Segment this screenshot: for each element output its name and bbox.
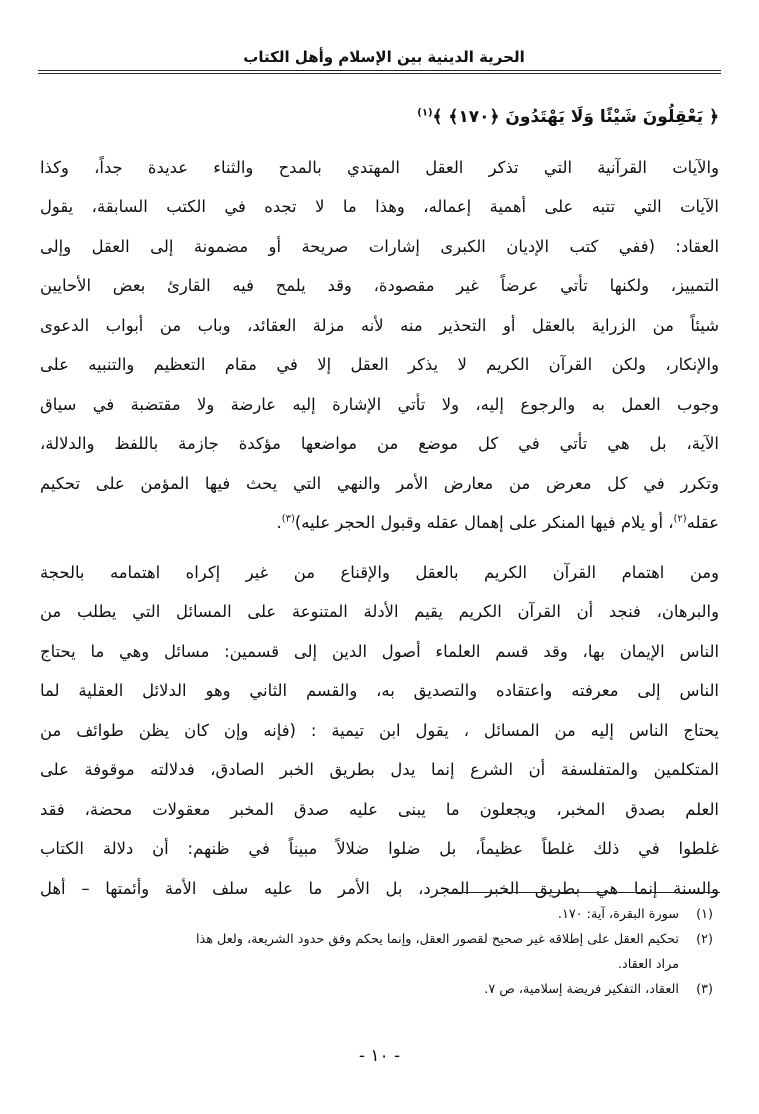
footnote-item [46, 977, 713, 1002]
paragraph-line: وتكرر في كل معرض من معارض الأمر والنهي التي يحث فيها المؤمن على تحكيم [40, 473, 719, 493]
footnotes [46, 902, 713, 1002]
paragraph-line: الآية، بل هي تأتي في كل موضع من مواضعها مؤكدة جازمة باللفظ والدلالة، [40, 434, 719, 453]
footnote-continuation: مراد العقاد. [617, 957, 679, 972]
paragraph-text: ، أو يلام فيها المنكر على إهمال عقله وقبول الحجر عليه) [294, 513, 674, 532]
paragraph-line: الناس الإيمان بها، وقد قسم العلماء أصول الدين إلى قسمين: مسائل وهي ما يحتاج [40, 641, 719, 661]
paragraph-line: المتكلمين والمتفلسفة أن الشرع إنما يدل بطريق الخبر الصادق، فدلالته موقوفة على [40, 760, 719, 779]
paragraph-line: والإنكار، ولكن القرآن الكريم لا يذكر العقل إلا في مقام التعظيم والتنبيه على [40, 355, 719, 374]
footnote-ref-3: (٣) [281, 513, 295, 525]
paragraph-line: التمييز، ولكنها تأتي عرضاً غير مقصودة، وقد يلمح فيه القارئ بعض الأحايين [40, 276, 719, 295]
footnote-text: العقاد، التفكير فريضة إسلامية، ص ٧. [484, 982, 679, 997]
paragraph-last-line [40, 503, 719, 543]
header-rule-double [38, 73, 721, 74]
footnote-text: تحكيم العقل على إطلاقه غير صحيح لقصور العقل، وإنما يحكم وفق حدود الشريعة، ولعل هذا [195, 932, 679, 947]
paragraph-line: الناس إلى معرفته واعتقاده والتصديق به، والقسم الثاني وهو الدلائل العقلية لما [40, 681, 719, 700]
footnote-item [46, 927, 713, 952]
paragraph-text: عقله [686, 513, 719, 532]
footnote-separator [448, 892, 720, 893]
footnote-number: (١) [696, 907, 713, 922]
paragraph-line: شيئاً من الزراية بالعقل أو التحذير منه لأنه مزلة العقائد، وباب من أبواب الدعوى [40, 315, 719, 335]
footnote-ref-2: (٢) [673, 513, 687, 525]
paragraph-text: . [276, 513, 282, 532]
paragraph-line: ومن اهتمام القرآن الكريم بالعقل والإقناع من غير إكراه اهتمامه بالحجة [40, 562, 719, 582]
paragraph-line: وجوب العمل به والرجوع إليه، ولا تأتي الإشارة إليه عارضة ولا مقتضبة في سياق [40, 394, 719, 414]
quran-verse-line [40, 98, 719, 138]
paragraph-line: والبرهان، فنجد أن القرآن الكريم يقيم الأدلة المتنوعة على المسائل التي يطلب من [40, 602, 719, 621]
paragraph-line: الآيات التي تتبه على أهمية إعماله، وهذا ما لا تجده في الكتب السابقة، يقول [40, 197, 719, 216]
paragraph-line: والآيات القرآنية التي تذكر العقل المهتدي بالمدح والثناء عديدة جداً، وكذا [40, 157, 719, 177]
footnote-item [46, 902, 713, 927]
paragraph-line: غلطوا في ذلك غلطاً عظيماً، بل ضلوا ضلالاً مبيناً في ظنهم: أن دلالة الكتاب [40, 839, 719, 858]
paragraph-line: العقاد: (ففي كتب الإديان الكبرى إشارات صريحة أو مضمونة إلى العقل وإلى [40, 236, 719, 256]
footnote-number: (٢) [696, 932, 713, 947]
footnote-number: (٣) [696, 982, 713, 997]
paragraph-line: العلم بصدق المخبر، ويجعلون ما يبنى عليه صدق المخبر معقولات محضة، فقد [40, 799, 719, 819]
footnote-ref-1: (١) [417, 107, 433, 119]
paragraph-line: والسنة إنما هي بطريق الخبر المجرد، بل الأمر ما عليه سلف الأمة وأئمتها – أهل [40, 878, 719, 898]
quran-verse: ﴿ يَعْقِلُونَ شَيْئًا وَلَا يَهْتَدُونَ ﴿١٧٠﴾ ﴾ [432, 107, 719, 127]
page-number: - ١٠ - [358, 1046, 401, 1066]
header-rule [38, 70, 721, 71]
main-text [40, 98, 719, 908]
paragraph-line: يحتاج الناس إليه من المسائل ، يقول ابن تيمية : (فإنه وإن كان يظن طوائف من [40, 720, 719, 740]
footnote-text: سورة البقرة، آية: ١٧٠. [557, 907, 679, 922]
running-header-title: الحرية الدينية بين الإسلام وأهل الكتاب [243, 48, 525, 66]
